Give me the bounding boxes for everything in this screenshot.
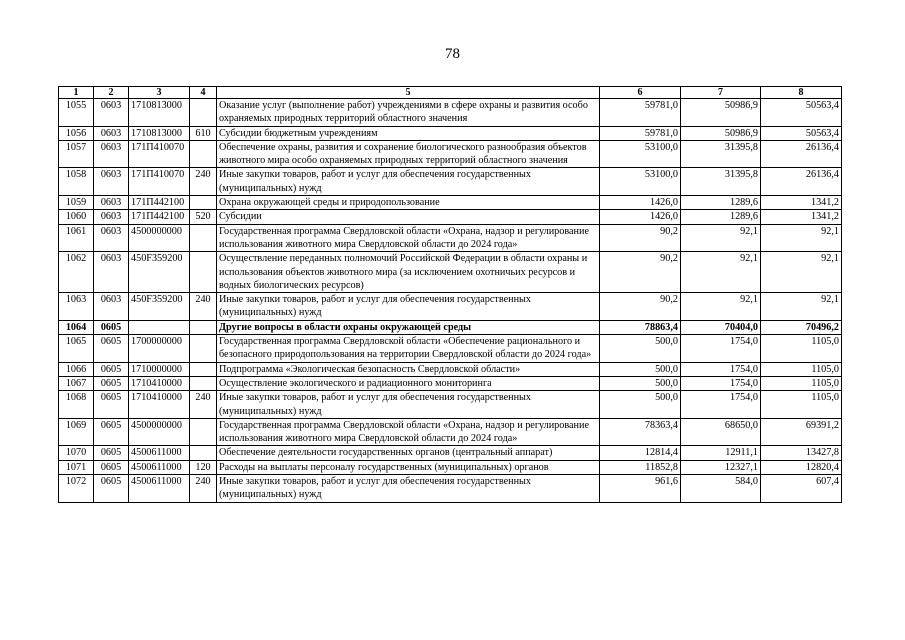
amount-col7-cell: 92,1: [681, 252, 761, 293]
table-row: [59, 140, 842, 168]
section-code-cell: 0603: [94, 224, 129, 252]
amount-col6-cell: 11852,8: [600, 460, 681, 474]
expense-type-cell: [190, 196, 217, 210]
expense-type-cell: [190, 99, 217, 127]
amount-col8-cell: 1341,2: [761, 210, 842, 224]
target-article-cell: 4500611000: [129, 475, 190, 503]
section-code-cell: 0605: [94, 391, 129, 419]
amount-col8-cell: 1105,0: [761, 362, 842, 376]
row-number-cell: 1059: [59, 196, 94, 210]
expense-type-cell: [190, 335, 217, 363]
amount-col6-cell: 90,2: [600, 224, 681, 252]
target-article-cell: 4500000000: [129, 418, 190, 446]
amount-col8-cell: 26136,4: [761, 168, 842, 196]
table-row: [59, 391, 842, 419]
header-cell: 5: [217, 87, 600, 99]
header-cell: 2: [94, 87, 129, 99]
section-code-cell: 0603: [94, 196, 129, 210]
amount-col7-cell: 92,1: [681, 224, 761, 252]
target-article-cell: 1710813000: [129, 99, 190, 127]
target-article-cell: 450F359200: [129, 293, 190, 321]
amount-col7-cell: 1754,0: [681, 391, 761, 419]
table-row: [59, 320, 842, 334]
header-cell: 1: [59, 87, 94, 99]
target-article-cell: 4500611000: [129, 460, 190, 474]
table-row: [59, 460, 842, 474]
row-number-cell: 1061: [59, 224, 94, 252]
table-row: [59, 168, 842, 196]
amount-col8-cell: 1105,0: [761, 335, 842, 363]
amount-col6-cell: 59781,0: [600, 126, 681, 140]
header-cell: 7: [681, 87, 761, 99]
expense-type-cell: [190, 376, 217, 390]
amount-col6-cell: 59781,0: [600, 99, 681, 127]
expense-type-cell: [190, 224, 217, 252]
amount-col7-cell: 31395,8: [681, 140, 761, 168]
row-number-cell: 1062: [59, 252, 94, 293]
target-article-cell: 171П442100: [129, 210, 190, 224]
table-row: [59, 446, 842, 460]
description-cell: Иные закупки товаров, работ и услуг для обеспечения государственных (муниципальных) нужд: [217, 168, 600, 196]
expense-type-cell: 240: [190, 293, 217, 321]
row-number-cell: 1065: [59, 335, 94, 363]
expense-type-cell: 240: [190, 391, 217, 419]
description-cell: Охрана окружающей среды и природопользование: [217, 196, 600, 210]
row-number-cell: 1056: [59, 126, 94, 140]
row-number-cell: 1072: [59, 475, 94, 503]
target-article-cell: 1710813000: [129, 126, 190, 140]
table-row: [59, 126, 842, 140]
amount-col6-cell: 500,0: [600, 391, 681, 419]
amount-col6-cell: 1426,0: [600, 196, 681, 210]
row-number-cell: 1071: [59, 460, 94, 474]
row-number-cell: 1064: [59, 320, 94, 334]
header-cell: 4: [190, 87, 217, 99]
amount-col8-cell: 92,1: [761, 252, 842, 293]
amount-col8-cell: 50563,4: [761, 99, 842, 127]
target-article-cell: 171П410070: [129, 168, 190, 196]
section-code-cell: 0605: [94, 320, 129, 334]
expense-type-cell: [190, 320, 217, 334]
amount-col7-cell: 31395,8: [681, 168, 761, 196]
expense-type-cell: [190, 252, 217, 293]
target-article-cell: 1710000000: [129, 362, 190, 376]
description-cell: Осуществление экологического и радиационного мониторинга: [217, 376, 600, 390]
row-number-cell: 1068: [59, 391, 94, 419]
amount-col8-cell: 1105,0: [761, 376, 842, 390]
section-code-cell: 0603: [94, 293, 129, 321]
section-code-cell: 0603: [94, 210, 129, 224]
amount-col6-cell: 500,0: [600, 362, 681, 376]
amount-col8-cell: 92,1: [761, 293, 842, 321]
amount-col7-cell: 12911,1: [681, 446, 761, 460]
target-article-cell: 1710410000: [129, 391, 190, 419]
description-cell: Государственная программа Свердловской области «Охрана, надзор и регулирование использования животного мира Свердловской области до 2024 года»: [217, 418, 600, 446]
table-row: [59, 196, 842, 210]
expense-type-cell: [190, 362, 217, 376]
expense-type-cell: [190, 446, 217, 460]
description-cell: Расходы на выплаты персоналу государственных (муниципальных) органов: [217, 460, 600, 474]
amount-col8-cell: 13427,8: [761, 446, 842, 460]
table-row: [59, 224, 842, 252]
amount-col8-cell: 92,1: [761, 224, 842, 252]
section-code-cell: 0605: [94, 475, 129, 503]
amount-col7-cell: 92,1: [681, 293, 761, 321]
row-number-cell: 1070: [59, 446, 94, 460]
section-code-cell: 0605: [94, 376, 129, 390]
amount-col6-cell: 90,2: [600, 293, 681, 321]
row-number-cell: 1058: [59, 168, 94, 196]
table-row: [59, 99, 842, 127]
description-cell: Оказание услуг (выполнение работ) учреждениями в сфере охраны и развития особо охраняемых природных территорий областного значения: [217, 99, 600, 127]
amount-col7-cell: 68650,0: [681, 418, 761, 446]
amount-col8-cell: 26136,4: [761, 140, 842, 168]
amount-col7-cell: 1754,0: [681, 362, 761, 376]
section-code-cell: 0605: [94, 418, 129, 446]
expense-type-cell: 240: [190, 168, 217, 196]
table-row: [59, 252, 842, 293]
description-cell: Иные закупки товаров, работ и услуг для обеспечения государственных (муниципальных) нужд: [217, 293, 600, 321]
target-article-cell: 1710410000: [129, 376, 190, 390]
amount-col8-cell: 70496,2: [761, 320, 842, 334]
amount-col7-cell: 584,0: [681, 475, 761, 503]
description-cell: Осуществление переданных полномочий Российской Федерации в области охраны и использования объектов животного мира (за исключением охотничьих ресурсов и водных биологических ресурсов): [217, 252, 600, 293]
section-code-cell: 0605: [94, 335, 129, 363]
budget-table: [58, 86, 842, 503]
description-cell: Субсидии бюджетным учреждениям: [217, 126, 600, 140]
description-cell: Другие вопросы в области охраны окружающей среды: [217, 320, 600, 334]
target-article-cell: 450F359200: [129, 252, 190, 293]
section-code-cell: 0605: [94, 460, 129, 474]
amount-col6-cell: 1426,0: [600, 210, 681, 224]
amount-col6-cell: 12814,4: [600, 446, 681, 460]
section-code-cell: 0603: [94, 99, 129, 127]
expense-type-cell: [190, 418, 217, 446]
table-row: [59, 335, 842, 363]
target-article-cell: [129, 320, 190, 334]
description-cell: Государственная программа Свердловской области «Обеспечение рационального и безопасного природопользования на территории Свердловской области до 2024 года»: [217, 335, 600, 363]
section-code-cell: 0603: [94, 126, 129, 140]
description-cell: Субсидии: [217, 210, 600, 224]
amount-col6-cell: 500,0: [600, 335, 681, 363]
row-number-cell: 1063: [59, 293, 94, 321]
amount-col8-cell: 69391,2: [761, 418, 842, 446]
amount-col6-cell: 53100,0: [600, 140, 681, 168]
amount-col7-cell: 1289,6: [681, 210, 761, 224]
table-row: [59, 210, 842, 224]
description-cell: Государственная программа Свердловской области «Охрана, надзор и регулирование использования животного мира Свердловской области до 2024 года»: [217, 224, 600, 252]
section-code-cell: 0605: [94, 362, 129, 376]
amount-col7-cell: 12327,1: [681, 460, 761, 474]
row-number-cell: 1069: [59, 418, 94, 446]
expense-type-cell: 610: [190, 126, 217, 140]
header-cell: 6: [600, 87, 681, 99]
description-cell: Подпрограмма «Экологическая безопасность Свердловской области»: [217, 362, 600, 376]
section-code-cell: 0605: [94, 446, 129, 460]
description-cell: Обеспечение деятельности государственных органов (центральный аппарат): [217, 446, 600, 460]
section-code-cell: 0603: [94, 252, 129, 293]
amount-col8-cell: 50563,4: [761, 126, 842, 140]
description-cell: Иные закупки товаров, работ и услуг для обеспечения государственных (муниципальных) нужд: [217, 391, 600, 419]
amount-col8-cell: 1341,2: [761, 196, 842, 210]
target-article-cell: 171П442100: [129, 196, 190, 210]
amount-col6-cell: 78363,4: [600, 418, 681, 446]
page-number: 78: [445, 46, 460, 62]
target-article-cell: 4500000000: [129, 224, 190, 252]
amount-col6-cell: 961,6: [600, 475, 681, 503]
amount-col7-cell: 70404,0: [681, 320, 761, 334]
row-number-cell: 1060: [59, 210, 94, 224]
header-cell: 3: [129, 87, 190, 99]
expense-type-cell: 520: [190, 210, 217, 224]
table-header-row: [59, 87, 842, 99]
amount-col7-cell: 1754,0: [681, 335, 761, 363]
table-row: [59, 362, 842, 376]
table-row: [59, 418, 842, 446]
target-article-cell: 4500611000: [129, 446, 190, 460]
description-cell: Иные закупки товаров, работ и услуг для обеспечения государственных (муниципальных) нужд: [217, 475, 600, 503]
row-number-cell: 1057: [59, 140, 94, 168]
amount-col6-cell: 78863,4: [600, 320, 681, 334]
table-row: [59, 293, 842, 321]
header-cell: 8: [761, 87, 842, 99]
amount-col7-cell: 50986,9: [681, 126, 761, 140]
target-article-cell: 1700000000: [129, 335, 190, 363]
expense-type-cell: [190, 140, 217, 168]
expense-type-cell: 120: [190, 460, 217, 474]
amount-col7-cell: 50986,9: [681, 99, 761, 127]
row-number-cell: 1055: [59, 99, 94, 127]
amount-col6-cell: 500,0: [600, 376, 681, 390]
amount-col8-cell: 12820,4: [761, 460, 842, 474]
amount-col6-cell: 53100,0: [600, 168, 681, 196]
table-row: [59, 475, 842, 503]
amount-col6-cell: 90,2: [600, 252, 681, 293]
row-number-cell: 1066: [59, 362, 94, 376]
amount-col8-cell: 1105,0: [761, 391, 842, 419]
section-code-cell: 0603: [94, 168, 129, 196]
amount-col8-cell: 607,4: [761, 475, 842, 503]
section-code-cell: 0603: [94, 140, 129, 168]
target-article-cell: 171П410070: [129, 140, 190, 168]
row-number-cell: 1067: [59, 376, 94, 390]
description-cell: Обеспечение охраны, развития и сохранение биологического разнообразия объектов животного мира особо охраняемых природных территорий областного значения: [217, 140, 600, 168]
amount-col7-cell: 1289,6: [681, 196, 761, 210]
expense-type-cell: 240: [190, 475, 217, 503]
table-row: [59, 376, 842, 390]
amount-col7-cell: 1754,0: [681, 376, 761, 390]
